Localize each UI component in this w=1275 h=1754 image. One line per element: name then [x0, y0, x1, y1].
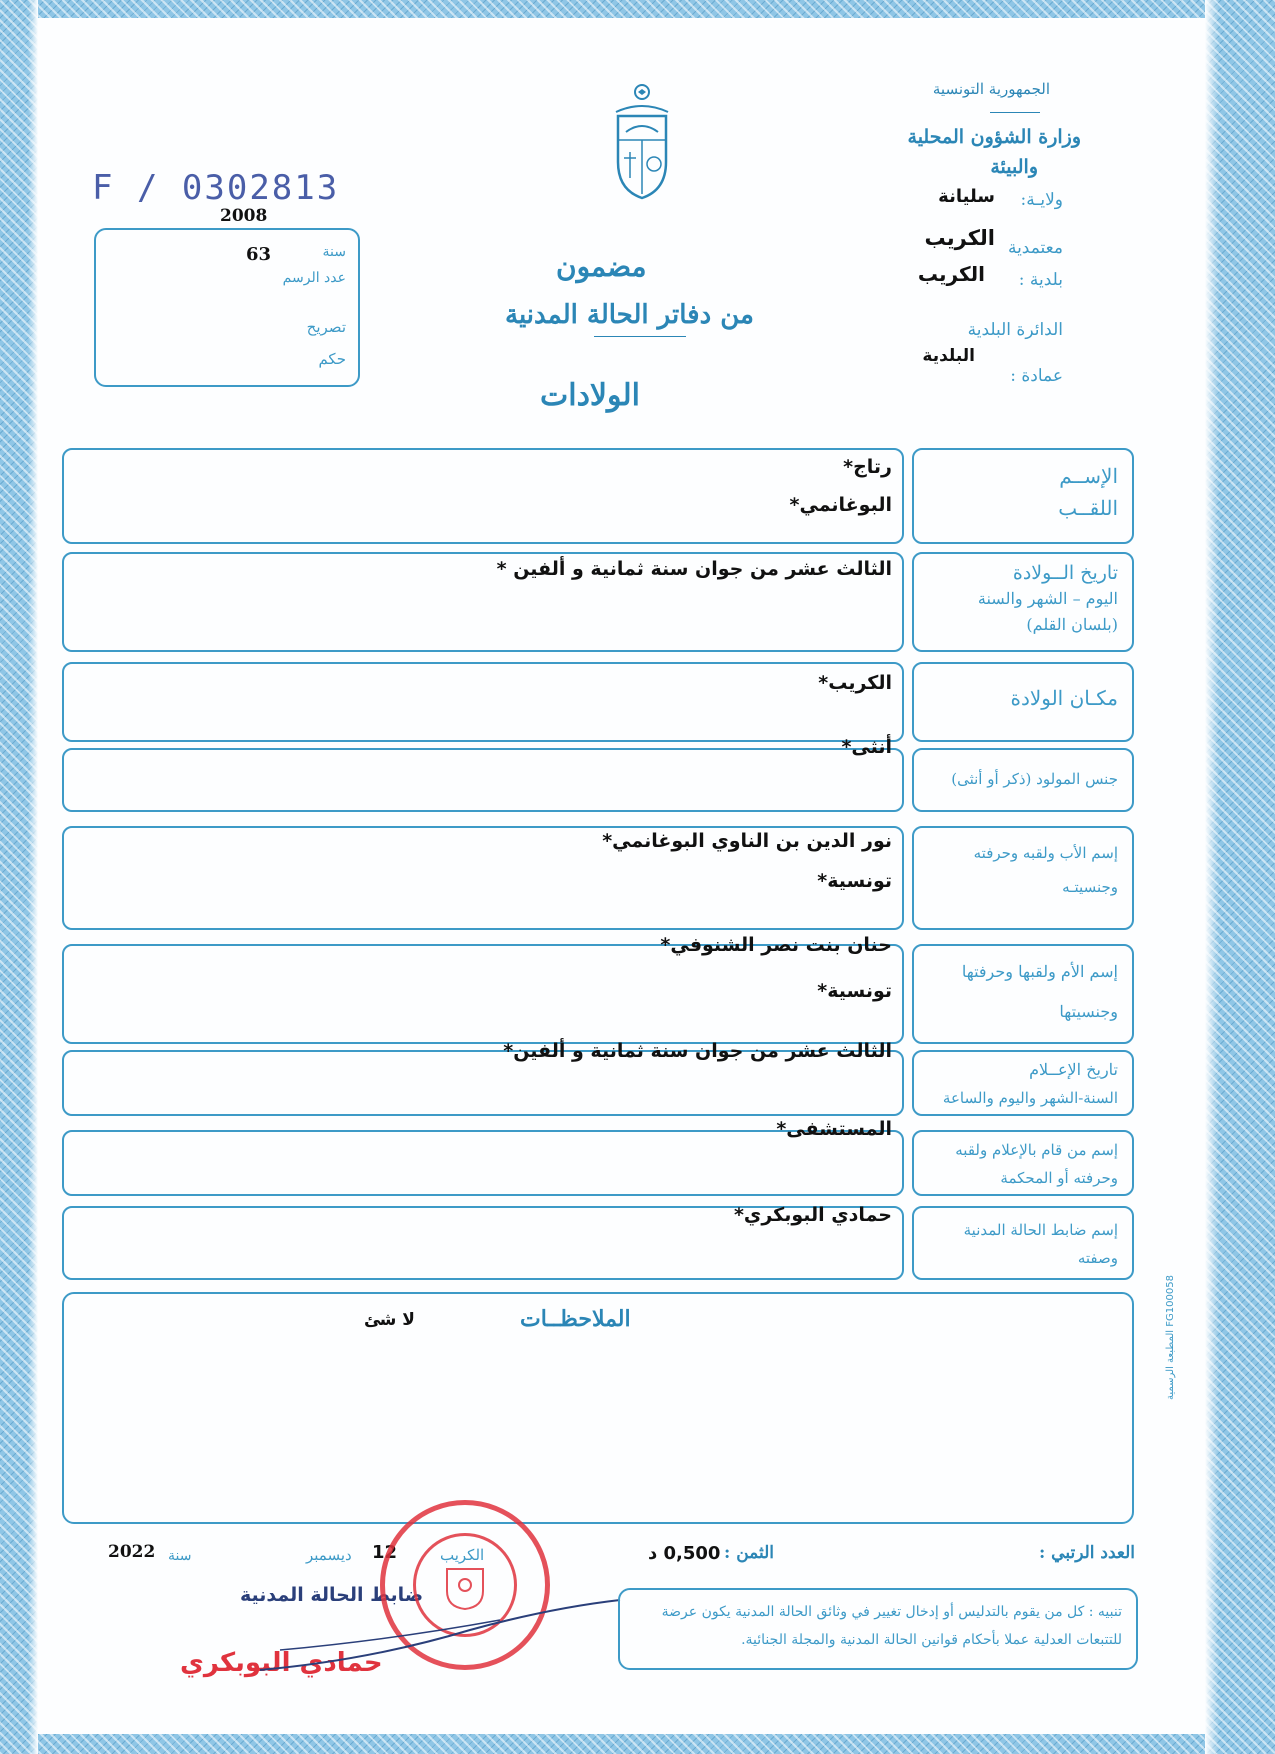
officer-label: إسم ضابط الحالة المدنية: [963, 1221, 1118, 1239]
judgment-label: حكم: [318, 350, 346, 368]
legal-notice-box: [618, 1588, 1138, 1670]
record-info-box: [94, 228, 360, 387]
remarks-label: الملاحظــات: [520, 1306, 631, 1332]
mother-label: إسم الأم ولقبها وحرفتها: [961, 962, 1118, 981]
issue-place: الكريب: [440, 1546, 485, 1564]
field-declaration-date-value-box: [62, 1040, 904, 1116]
record-year-label: سنة: [322, 244, 346, 260]
field-birthplace-label-box: [912, 662, 1134, 742]
printer-mark: المطبعة الرسمية FG100058: [1165, 1275, 1176, 1400]
registers-subtitle: من دفاتر الحالة المدنية: [505, 300, 754, 330]
ministry-line1: وزارة الشؤون المحلية: [907, 126, 1081, 148]
delegation-value: الكريب: [924, 226, 995, 250]
sex-label: جنس المولود (ذكر أو أنثى): [951, 770, 1118, 788]
births-title: الولادات: [540, 378, 641, 413]
tunisia-coat-of-arms-icon: [608, 82, 676, 202]
first-name-value: رتاج*: [843, 456, 892, 478]
field-birthplace-value-box: [62, 662, 904, 742]
serial-order-label: العدد الرتبي :: [1038, 1543, 1135, 1563]
field-declaration-date-label-box: [912, 1050, 1134, 1116]
declarant-label: إسم من قام بالإعلام ولقبه: [955, 1141, 1118, 1159]
father-name-value: نور الدين بن الناوي البوغانمي*: [602, 830, 892, 852]
wilaya-label: ولايـة:: [1020, 190, 1063, 210]
guilloche-border-top: [0, 0, 1275, 18]
serial-number: [92, 168, 339, 208]
field-officer-label-box: [912, 1206, 1134, 1280]
price-label: الثمن :: [724, 1543, 774, 1563]
omda-label: عمادة :: [1010, 366, 1063, 386]
mother-nationality-label: وجنسيتها: [1059, 1002, 1118, 1021]
field-birthdate-value-box: [62, 552, 904, 652]
field-mother-label-box: [912, 944, 1134, 1044]
remarks-box: [62, 1292, 1134, 1524]
officer-title-signature: ضابط الحالة المدنية: [240, 1584, 424, 1606]
sex-value: أنثى*: [841, 736, 892, 758]
issue-day: 12: [372, 1542, 398, 1563]
field-name-value-box: [62, 448, 904, 544]
guilloche-border-right: [1205, 0, 1275, 1754]
field-officer-value-box: [62, 1206, 904, 1280]
field-mother-value-box: [62, 934, 904, 1044]
field-sex-value-box: [62, 736, 904, 812]
officer-sublabel: وصفته: [1077, 1249, 1118, 1267]
ministry-line2: والبيئة: [990, 156, 1038, 178]
wilaya-value: سليانة: [938, 186, 995, 207]
declaration-label: تصريح: [306, 318, 346, 336]
father-nationality-label: وجنسيتـه: [1062, 878, 1118, 896]
field-sex-label-box: [912, 748, 1134, 812]
birth-date-label: تاريخ الــولادة: [1012, 562, 1118, 584]
birth-date-value: الثالث عشر من جوان سنة ثمانية و ألفين *: [496, 558, 892, 580]
declaration-date-value: الثالث عشر من جوان سنة ثمانية و ألفين*: [503, 1040, 892, 1062]
price-value: 0,500 د: [648, 1543, 721, 1564]
officer-value: حمادي البوبكري*: [733, 1204, 892, 1226]
record-number-label: عدد الرسم: [282, 270, 346, 286]
surname-value: البوغانمي*: [789, 494, 892, 516]
field-father-label-box: [912, 826, 1134, 930]
issue-month: ديسمبر: [306, 1546, 352, 1564]
declaration-date-label: تاريخ الإعــلام: [1029, 1060, 1118, 1079]
guilloche-border-left: [0, 0, 38, 1754]
guilloche-border-bottom: [0, 1734, 1275, 1754]
omda-value: البلدية: [922, 346, 975, 366]
serial-digits: 0302813: [181, 168, 340, 208]
subtitle-underline: [594, 336, 686, 337]
officer-name-signature: حمادي البوبكري: [180, 1648, 383, 1678]
issue-year-label: سنة: [168, 1548, 192, 1564]
mother-nationality-value: تونسية*: [817, 980, 892, 1002]
municipality-label: بلدية :: [1018, 270, 1063, 290]
birthplace-value: الكريب*: [818, 672, 892, 694]
surname-label: اللقــب: [1058, 496, 1118, 520]
district-label: الدائرة البلدية: [967, 320, 1063, 340]
record-year-value: 2008: [220, 206, 268, 226]
field-declarant-value-box: [62, 1118, 904, 1196]
declaration-date-sublabel: السنة-الشهر واليوم والساعة: [942, 1089, 1118, 1107]
record-number-value: 63: [246, 244, 272, 265]
birthplace-label: مكـان الولادة: [1010, 686, 1118, 710]
signature-stroke-icon: [250, 1590, 630, 1680]
notice-line2: للتتبعات العدلية عملا بأحكام قوانين الحالة المدنية والمجلة الجنائية.: [741, 1632, 1122, 1648]
serial-prefix: F /: [92, 168, 160, 208]
birth-date-sublabel: اليوم – الشهر والسنة: [977, 589, 1118, 608]
remarks-value: لا شئ: [364, 1310, 415, 1330]
issue-year-value: 2022: [108, 1542, 156, 1562]
field-name-label-box: [912, 448, 1134, 544]
notice-line1: تنبيه : كل من يقوم بالتدليس أو إدخال تغيير في وثائق الحالة المدنية يكون عرضة: [661, 1604, 1122, 1620]
field-declarant-label-box: [912, 1130, 1134, 1196]
declarant-value: المستشفى*: [776, 1118, 892, 1140]
birth-date-in-words-label: (بلسان القلم): [1026, 615, 1118, 634]
first-name-label: الإســم: [1059, 464, 1118, 488]
field-father-value-box: [62, 826, 904, 930]
field-birthdate-label-box: [912, 552, 1134, 652]
extract-title: مضمون: [556, 250, 647, 283]
republic-heading: الجمهورية التونسية: [932, 80, 1050, 98]
delegation-label: معتمدية: [1007, 238, 1063, 258]
mother-name-value: حنان بنت نصر الشنوفي*: [660, 934, 892, 956]
father-label: إسم الأب ولقبه وحرفته: [973, 844, 1118, 862]
header-divider: [990, 112, 1040, 113]
father-nationality-value: تونسية*: [817, 870, 892, 892]
municipality-value: الكريب: [917, 262, 985, 286]
declarant-sublabel: وحرفته أو المحكمة: [1000, 1169, 1118, 1187]
